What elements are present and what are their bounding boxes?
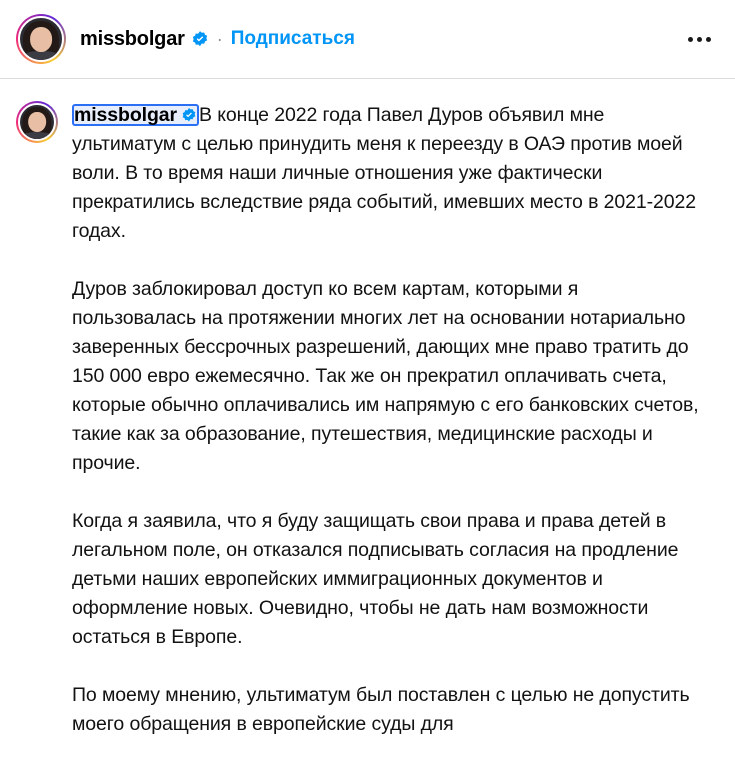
avatar[interactable] bbox=[16, 14, 66, 64]
caption-text-1: В конце 2022 года Павел Дуров объявил мне ультиматум с целью принудить меня к переезду в ОАЭ против моей воли. В то время наши личные отношения уже фактически прекратились вследствие ряда событий, имевших место в 2021-2022 годах. bbox=[72, 104, 697, 242]
avatar-shoulders bbox=[22, 51, 61, 62]
more-dot-3 bbox=[706, 37, 711, 42]
more-options-icon[interactable] bbox=[684, 29, 715, 50]
caption-block bbox=[0, 79, 735, 739]
caption-paragraph-3: Когда я заявила, что я буду защищать свои права и права детей в легальном поле, он отказался подписывать согласия на продление детьми наших европейских иммиграционных документов и оформление новых. Очевидно, чтобы не дать нам возможности остаться в Европе. bbox=[72, 510, 679, 648]
header-username[interactable]: missbolgar bbox=[80, 27, 185, 50]
caption-avatar-image bbox=[18, 103, 56, 141]
caption-avatar-shoulders bbox=[21, 132, 52, 141]
header-separator: · bbox=[216, 29, 223, 49]
post-header bbox=[0, 0, 735, 79]
caption-paragraph-2: Дуров заблокировал доступ ко всем картам, которыми я пользовалась на протяжении многих лет на основании нотариально заверенных бессрочных разрешений, дающих мне право тратить до 150 000 евро ежемесячно. Так же он прекратил оплачивать счета, которые обычно оплачивались им напрямую с его банковских счетов, такие как за образование, путешествия, медицинские расходы и прочие. bbox=[72, 278, 699, 474]
bottom-fade bbox=[0, 742, 735, 768]
follow-button[interactable]: Подписаться bbox=[230, 28, 355, 49]
verified-badge-icon bbox=[191, 30, 209, 48]
verified-badge-icon bbox=[181, 103, 197, 119]
more-dot-2 bbox=[697, 37, 702, 42]
caption-avatar[interactable] bbox=[16, 101, 58, 143]
header-text-group bbox=[80, 28, 684, 51]
caption-author-mention[interactable] bbox=[72, 104, 199, 126]
caption-column bbox=[72, 101, 707, 739]
caption-paragraph-1 bbox=[72, 101, 707, 246]
caption-paragraph-4: По моему мнению, ультиматум был поставлен с целью не допустить моего обращения в европейские суды для bbox=[72, 684, 690, 735]
caption-author-name: missbolgar bbox=[74, 104, 178, 126]
avatar-image bbox=[18, 16, 64, 62]
more-dot-1 bbox=[688, 37, 693, 42]
